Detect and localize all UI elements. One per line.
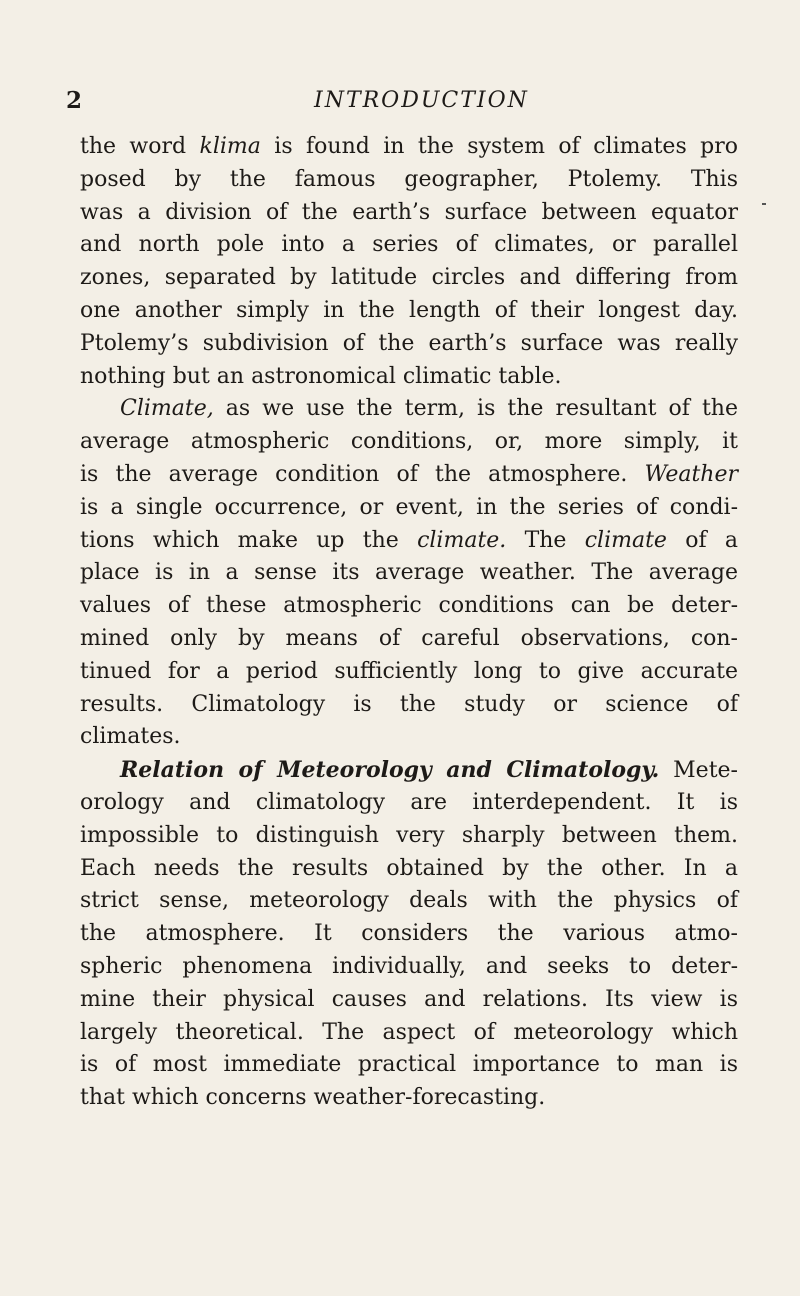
text-line: mine their physical causes and relations. Its view is [80,986,738,1012]
running-title: INTRODUCTION [314,88,529,113]
text-line: tions which make up the climate. The climate of a [80,527,738,553]
text-line: values of these atmospheric conditions can be deter- [80,593,738,619]
text-line: tinued for a period sufficiently long to give accurate [80,658,738,684]
section-heading: Relation of Meteorology and Climatology. [120,757,660,784]
text-line: is of most immediate practical importance to man is [80,1052,738,1078]
text-line: largely theoretical. The aspect of meteorology which [80,1019,738,1045]
text-line: strict sense, meteorology deals with the physics of [80,888,738,914]
term-weather: Weather [644,461,738,487]
margin-mark [762,203,766,205]
text-line: and north pole into a series of climates, or parallel [80,232,738,258]
text-line: Relation of Meteorology and Climatology. Mete- [120,757,738,784]
text-line: the word klima is found in the system of climates pro [80,134,738,159]
text-line: posed by the famous geographer, Ptolemy. This [80,166,738,192]
text-line: that which concerns weather-forecasting. [80,1085,546,1111]
text-line: is the average condition of the atmosphere. Weather [80,461,738,487]
text-line: climates. [80,724,181,750]
text-line: average atmospheric conditions, or, more simply, it [80,429,738,455]
running-head [66,86,736,116]
text-line: one another simply in the length of their longest day. [80,297,738,323]
text-line: was a division of the earth’s surface between equator [80,199,738,225]
text-line: the atmosphere. It considers the various atmo- [80,921,738,947]
text-line: is a single occurrence, or event, in the series of condi- [80,494,738,520]
term-klima: klima [199,134,261,159]
text-line: zones, separated by latitude circles and differing from [80,265,738,291]
text-line: Each needs the results obtained by the other. In a [80,855,738,881]
text-line: impossible to distinguish very sharply between them. [80,822,738,848]
body-text [80,131,738,1115]
text-line: spheric phenomena individually, and seeks to deter- [80,953,738,979]
text-line: results. Climatology is the study or science of [80,691,738,717]
term-climate: Climate, [120,396,214,422]
text-line: Ptolemy’s subdivision of the earth’s surface was really [80,330,738,356]
page-number: 2 [66,87,83,114]
text-line: mined only by means of careful observations, con- [80,625,738,651]
text-line: place is in a sense its average weather. The average [80,560,738,586]
text-line: orology and climatology are interdependent. It is [80,789,738,815]
text-line: nothing but an astronomical climatic table. [80,363,562,389]
text-line: Climate, as we use the term, is the resultant of the [120,396,738,422]
